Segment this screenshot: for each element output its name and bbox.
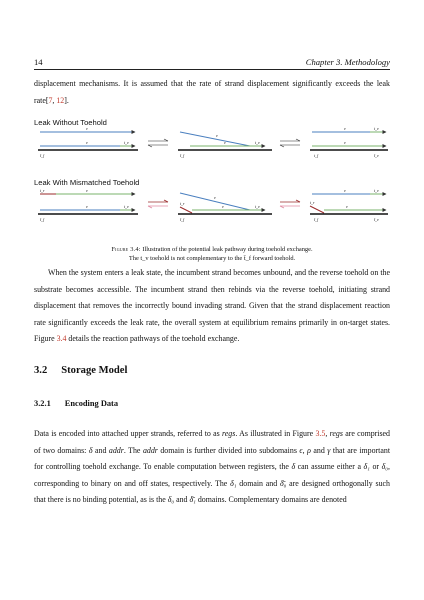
svg-text:t̄_f: t̄_f [180,218,185,222]
svg-text:v: v [224,141,226,145]
panel-2a [38,189,138,222]
svg-text:v: v [214,196,216,200]
equilibrium-arrow [280,139,300,147]
svg-text:t_v: t_v [374,127,379,131]
svg-text:t_v: t_v [255,141,260,145]
svg-text:t_v: t_v [374,189,379,193]
svg-text:v: v [86,205,88,209]
svg-text:t̄_f: t̄_f [40,218,45,222]
panel-2b [178,193,272,222]
figure-ref-link[interactable]: 3.5 [315,429,326,438]
figure-label: Figure 3.4: [111,246,141,253]
paragraph-encoding-data: Data is encoded into attached upper strands, referred to as regs. As illustrated in Figure 3.5, regs are comprised of two domains: δ and addr. The addr domain is further divided into subdomains ϵ, ρ and γ that are important for controlling toehold exchange. To enable computation between registers, the δ can assume either a δ₁ or δ₀, corresponding to binary on and off states, respectively. The δ₁ domain and δ̄₀ are designed orthogonally such that there is no binding potential, as is the δ₀ and δ̄₁ domains. Complementary domains are denoted [34,429,391,505]
subtitle-leak-with-mismatched-toehold: Leak With Mismatched Toehold [34,178,140,187]
svg-text:t̄_f: t̄_f [40,154,45,158]
svg-text:v: v [344,141,346,145]
figure-caption: Figure 3.4: Illustration of the potential leak pathway during toehold exchange. The t_v toehold is not complementary to the t̄_f forward toehold. [111,246,313,262]
svg-text:t̄_f: t̄_f [180,154,185,158]
svg-text:t_v: t_v [124,141,129,145]
svg-text:t_r: t_r [180,202,185,206]
equilibrium-arrow [280,200,300,208]
svg-text:v: v [344,189,346,193]
svg-text:t_f: t_f [314,154,319,158]
svg-text:v: v [222,205,224,209]
svg-text:v: v [344,127,346,131]
citation-link[interactable]: 7 [48,95,53,105]
svg-text:v: v [216,134,218,138]
svg-text:t̄_f: t̄_f [314,218,319,222]
subsection-heading: 3.2.1 Encoding Data [34,399,119,408]
figure-ref-link[interactable]: 3.4 [56,334,67,344]
page-number: 14 [34,57,43,67]
paragraph-intro: displacement mechanisms. It is assumed that the rate of strand displacement significantly exceeds the leak rate[7, 12]. [34,79,390,105]
svg-text:t_r: t_r [40,189,45,193]
svg-text:t_r: t_r [310,201,315,205]
svg-text:v: v [86,141,88,145]
svg-text:t̄_v: t̄_v [374,218,379,222]
svg-text:v: v [86,189,88,193]
subtitle-leak-without-toehold: Leak Without Toehold [34,118,107,127]
chapter-title: Chapter 3. Methodology [305,57,390,67]
svg-text:v: v [86,127,88,131]
equilibrium-arrow [148,200,168,208]
panel-2c [310,189,388,222]
equilibrium-arrow [148,139,168,147]
svg-text:t_v: t_v [124,205,129,209]
leak-pathway-diagram [34,115,390,245]
svg-text:t̄_v: t̄_v [374,154,379,158]
paragraph-leak-state: When the system enters a leak state, the incumbent strand becomes unbound, and the reverse toehold on the substrate becomes accessible. The incumbent strand then rebinds via the reverse toehold, initiating strand displacement that removes the incorrectly bound invading strand. Given that the strand displacement reaction rate significantly exceeds the leak rate, the overall system at equilibrium remains primarily in on-target states. Figure 3.4 details the reaction pathways of the toehold exchange. [34,268,390,344]
panel-1b [178,132,272,158]
svg-text:t_v: t_v [255,205,260,209]
svg-text:v: v [346,205,348,209]
section-heading: 3.2 Storage Model [34,365,128,376]
panel-1a [38,127,138,158]
header-rule [34,69,390,70]
panel-1c [310,127,388,158]
running-header [34,57,390,67]
citation-link[interactable]: 12 [56,95,65,105]
figure-leak-pathway [34,115,390,245]
